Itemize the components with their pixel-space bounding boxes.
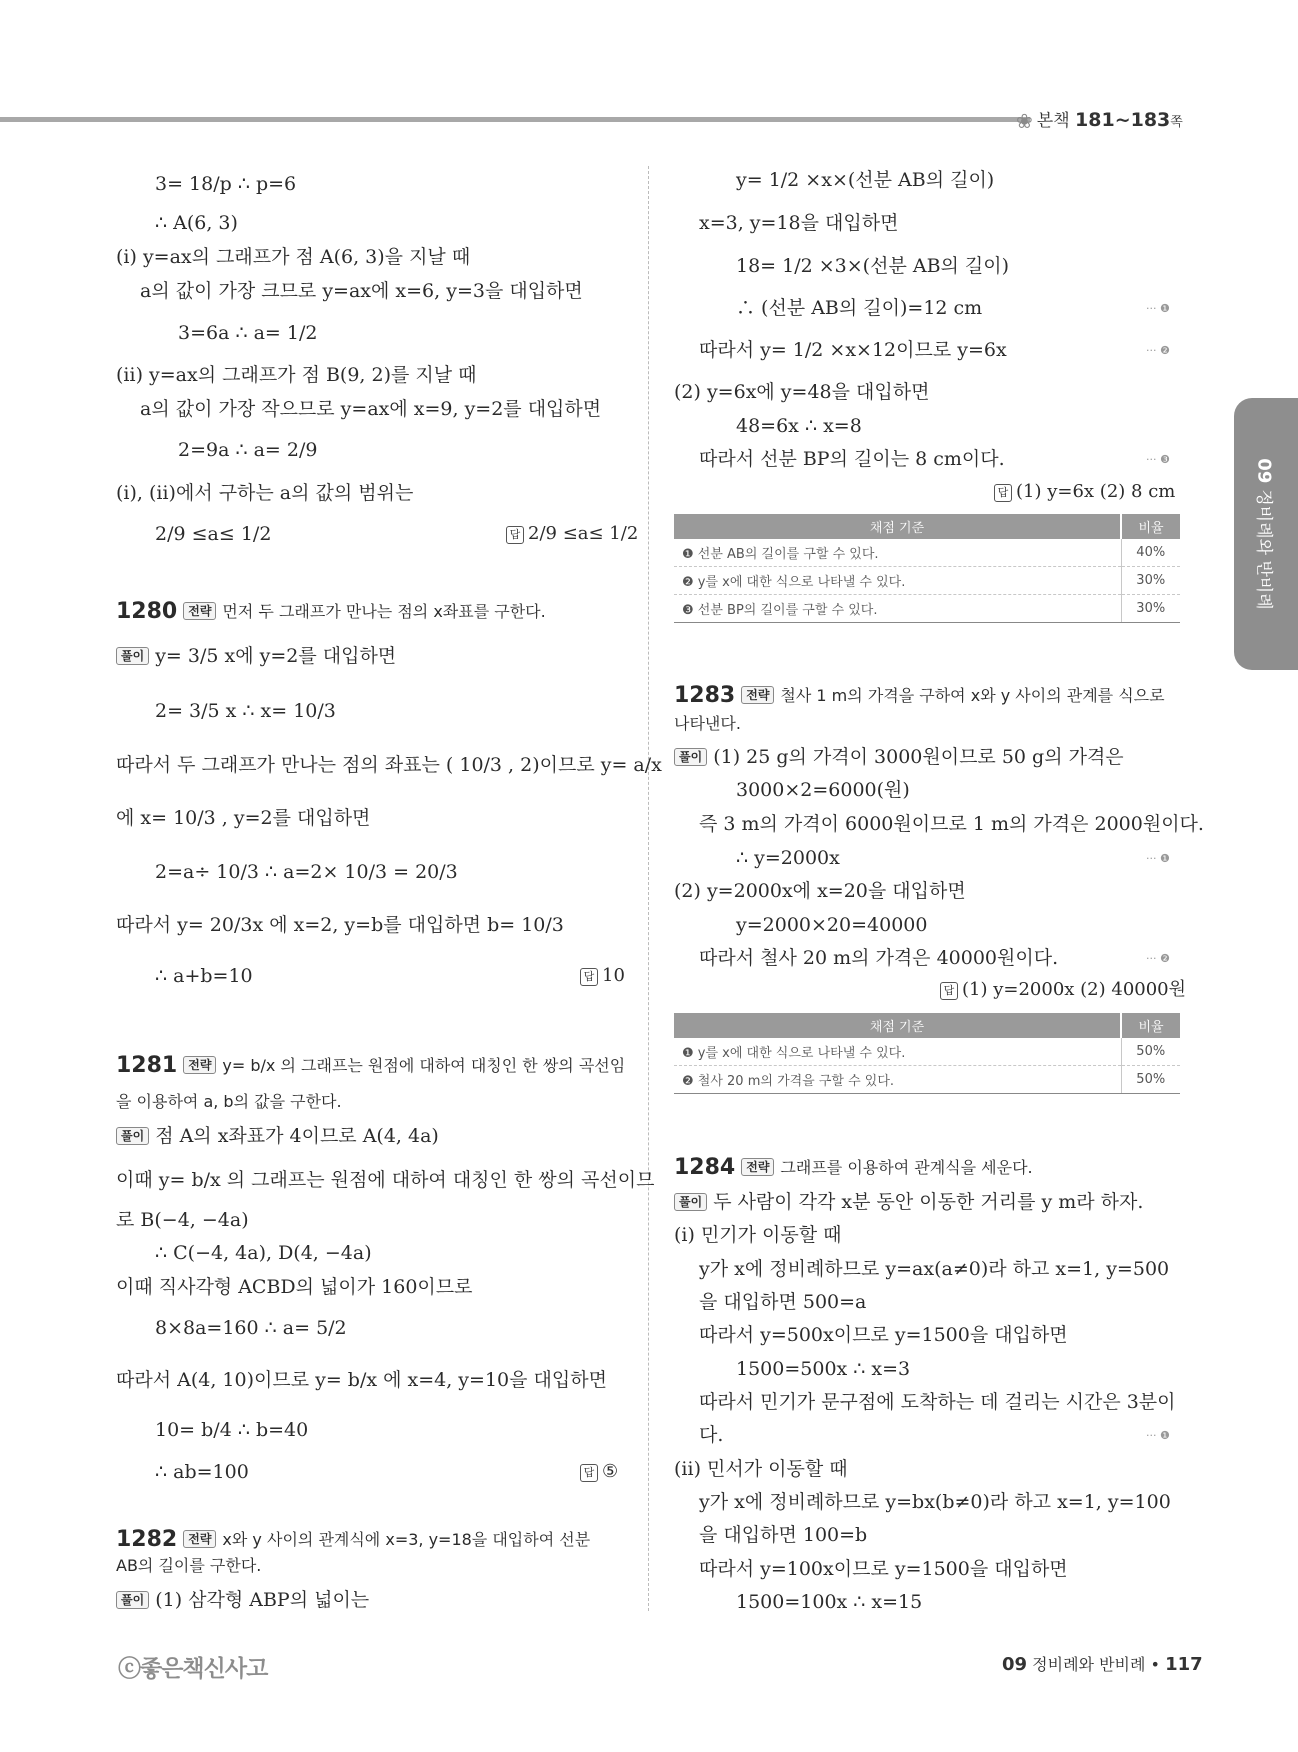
solution-line: 3000×2=6000(원)	[736, 779, 910, 801]
solution-line: (ⅰ) 민기가 이동할 때	[674, 1224, 842, 1246]
page-reference: ❀ 본책 181~183쪽	[1016, 109, 1183, 133]
solution-line: 풀이 (1) 삼각형 ABP의 넓이는	[116, 1588, 369, 1612]
page-footer: 09 정비례와 반비례 • 117	[1002, 1654, 1203, 1675]
solution-line: 따라서 y=100x이므로 y=1500을 대입하면	[699, 1558, 1068, 1580]
solution-line: 48=6x ∴ x=8	[736, 415, 862, 437]
column-divider	[648, 166, 649, 1611]
solution-line: 이때 직사각형 ACBD의 넓이가 160이므로	[116, 1276, 473, 1298]
solution-line: ∴ y=2000x	[736, 847, 840, 869]
problem-1283-strategy-cont: 나타낸다.	[674, 714, 741, 733]
solution-line: 풀이 점 A의 x좌표가 4이므로 A(4, 4a)	[116, 1124, 439, 1148]
step-mark: ··· ❶	[1146, 1429, 1170, 1442]
solution-line: 2= 3/5 x ∴ x= 10/3	[155, 700, 336, 722]
solution-line: a의 값이 가장 크므로 y=ax에 x=6, y=3을 대입하면	[140, 280, 583, 302]
solution-line: y가 x에 정비례하므로 y=bx(b≠0)라 하고 x=1, y=100	[699, 1491, 1171, 1513]
problem-1280-strategy: 1280 전략 먼저 두 그래프가 만나는 점의 x좌표를 구한다.	[116, 599, 546, 624]
step-mark: ··· ❶	[1146, 302, 1170, 315]
solution-line: (ⅱ) 민서가 이동할 때	[674, 1458, 848, 1480]
solution-line: 즉 3 m의 가격이 6000원이므로 1 m의 가격은 2000원이다.	[699, 813, 1204, 835]
solution-line: y가 x에 정비례하므로 y=ax(a≠0)라 하고 x=1, y=500	[699, 1258, 1170, 1280]
table-row: ❶ 선분 AB의 길이를 구할 수 있다. 40%	[674, 539, 1180, 567]
step-mark: ··· ❸	[1146, 453, 1170, 466]
problem-1281-strategy-cont: 을 이용하여 a, b의 값을 구한다.	[116, 1092, 342, 1111]
grading-criteria-1283: 채점 기준 비율 ❶ y를 x에 대한 식으로 나타낼 수 있다. 50% ❷ 철사 20 m의 가격을 구할 수 있다. 50%	[674, 1013, 1180, 1094]
problem-1282-strategy-cont: AB의 길이를 구한다.	[116, 1556, 262, 1575]
answer-1282: 답 (1) y=6x (2) 8 cm	[994, 480, 1175, 504]
solution-line: 따라서 y=500x이므로 y=1500을 대입하면	[699, 1324, 1068, 1346]
problem-1282-strategy: 1282 전략 x와 y 사이의 관계식에 x=3, y=18을 대입하여 선분	[116, 1527, 591, 1552]
solution-line: 풀이 두 사람이 각각 x분 동안 이동한 거리를 y m라 하자.	[674, 1190, 1143, 1214]
answer-1283: 답 (1) y=2000x (2) 40000원	[940, 978, 1186, 1002]
solution-line: 3= 18/p ∴ p=6	[155, 173, 297, 195]
solution-line: 따라서 민기가 문구점에 도착하는 데 걸리는 시간은 3분이	[699, 1391, 1176, 1413]
solution-line: 에 x= 10/3 , y=2를 대입하면	[116, 807, 371, 829]
solution-line: 10= b/4 ∴ b=40	[155, 1419, 309, 1441]
solution-line: ∴ ab=100	[155, 1461, 249, 1483]
solution-line: 로 B(−4, −4a)	[116, 1209, 249, 1231]
solution-line: 18= 1/2 ×3×(선분 AB의 길이)	[736, 255, 1010, 277]
solution-line: (ⅰ), (ⅱ)에서 구하는 a의 값의 범위는	[116, 482, 414, 504]
publisher-logo: ⓒ좋은책신사고	[118, 1656, 268, 1682]
flower-icon: ❀	[1016, 109, 1033, 133]
solution-line: ∴ a+b=10	[155, 965, 253, 987]
solution-line: 이때 y= b/x 의 그래프는 원점에 대하여 대칭인 한 쌍의 곡선이므	[116, 1169, 655, 1191]
solution-line: 을 대입하면 500=a	[699, 1291, 867, 1313]
solution-line: ∴ A(6, 3)	[155, 212, 238, 234]
page-number: 117	[1165, 1654, 1203, 1675]
solution-line: 1500=500x ∴ x=3	[736, 1358, 911, 1380]
solution-line: ∴ C(−4, 4a), D(4, −4a)	[155, 1242, 372, 1264]
solution-line: 따라서 두 그래프가 만나는 점의 좌표는 ( 10/3 , 2)이므로 y= a/x	[116, 754, 662, 776]
step-mark: ··· ❶	[1146, 852, 1170, 865]
table-row: ❶ y를 x에 대한 식으로 나타낼 수 있다. 50%	[674, 1038, 1180, 1066]
solution-line: 풀이 y= 3/5 x에 y=2를 대입하면	[116, 644, 396, 668]
solution-line: 따라서 선분 BP의 길이는 8 cm이다.	[699, 448, 1005, 470]
solution-line: 따라서 y= 20/3x 에 x=2, y=b를 대입하면 b= 10/3	[116, 914, 564, 936]
problem-1283-strategy: 1283 전략 철사 1 m의 가격을 구하여 x와 y 사이의 관계를 식으로	[674, 683, 1165, 708]
solution-line: 다.	[699, 1424, 724, 1446]
header-rule	[0, 117, 1030, 122]
problem-1284-strategy: 1284 전략 그래프를 이용하여 관계식을 세운다.	[674, 1155, 1033, 1180]
solution-line: (2) y=6x에 y=48을 대입하면	[674, 381, 930, 403]
solution-line: 을 대입하면 100=b	[699, 1524, 868, 1546]
chapter-side-tab: 09정비례와 반비례	[1234, 398, 1298, 670]
solution-line: 2/9 ≤a≤ 1/2	[155, 523, 272, 545]
solution-line: y=2000×20=40000	[736, 914, 928, 936]
answer-1279: 답 2/9 ≤a≤ 1/2	[506, 522, 638, 546]
solution-line: 풀이 (1) 25 g의 가격이 3000원이므로 50 g의 가격은	[674, 745, 1124, 769]
answer-1281: 답 ⑤	[580, 1460, 618, 1484]
step-mark: ··· ❷	[1146, 952, 1170, 965]
solution-line: 따라서 철사 20 m의 가격은 40000원이다.	[699, 947, 1059, 969]
solution-line: ∴ (선분 AB의 길이)=12 cm	[736, 297, 983, 319]
problem-1281-strategy: 1281 전략 y= b/x 의 그래프는 원점에 대하여 대칭인 한 쌍의 곡선임	[116, 1053, 626, 1078]
table-row: ❸ 선분 BP의 길이를 구할 수 있다. 30%	[674, 595, 1180, 623]
solution-line: x=3, y=18을 대입하면	[699, 212, 899, 234]
solution-line: 2=a÷ 10/3 ∴ a=2× 10/3 = 20/3	[155, 861, 458, 883]
solution-line: 8×8a=160 ∴ a= 5/2	[155, 1317, 347, 1339]
table-row: ❷ 철사 20 m의 가격을 구할 수 있다. 50%	[674, 1066, 1180, 1094]
step-mark: ··· ❷	[1146, 344, 1170, 357]
solution-line: 2=9a ∴ a= 2/9	[178, 439, 318, 461]
solution-line: 따라서 y= 1/2 ×x×12이므로 y=6x	[699, 339, 1007, 361]
solution-line: a의 값이 가장 작으므로 y=ax에 x=9, y=2를 대입하면	[140, 398, 602, 420]
solution-line: (ⅱ) y=ax의 그래프가 점 B(9, 2)를 지날 때	[116, 364, 477, 386]
solution-line: 1500=100x ∴ x=15	[736, 1591, 923, 1613]
solution-line: (ⅰ) y=ax의 그래프가 점 A(6, 3)을 지날 때	[116, 246, 471, 268]
solution-line: (2) y=2000x에 x=20을 대입하면	[674, 880, 966, 902]
grading-criteria-1282: 채점 기준 비율 ❶ 선분 AB의 길이를 구할 수 있다. 40% ❷ y를 x에 대한 식으로 나타낼 수 있다. 30% ❸ 선분 BP의 길이를 구할 수 있다. 30%	[674, 514, 1180, 623]
table-row: ❷ y를 x에 대한 식으로 나타낼 수 있다. 30%	[674, 567, 1180, 595]
answer-1280: 답 10	[580, 964, 625, 988]
solution-line: 따라서 A(4, 10)이므로 y= b/x 에 x=4, y=10을 대입하면	[116, 1369, 607, 1391]
solution-line: y= 1/2 ×x×(선분 AB의 길이)	[736, 169, 995, 191]
solution-line: 3=6a ∴ a= 1/2	[178, 322, 318, 344]
